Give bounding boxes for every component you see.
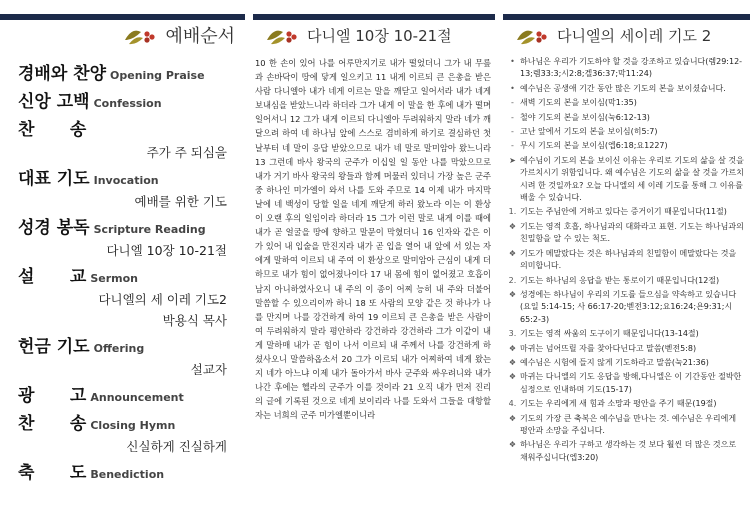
sermon-note-item — [505, 126, 744, 138]
sermon-note-marker: ❖ — [508, 289, 517, 299]
sermon-note-marker: ❖ — [508, 357, 517, 367]
worship-order-list — [0, 50, 245, 483]
sermon-note-marker: 4. — [508, 399, 517, 409]
sermon-note-item — [505, 155, 744, 205]
order-item-english: Sermon — [90, 272, 139, 285]
sermon-note-text: 마귀는 넘어뜨릴 자를 찾아다닌다고 말씀(벧전5:8) — [520, 343, 697, 353]
order-item — [18, 332, 245, 378]
sermon-note-text: 예수님이 기도의 본을 보이신 이유는 우리로 기도의 삶을 살 것을 가르치시기 위함입니다. 왜 예수님은 기도의 삶을 살 것을 가르치시려 한 것일까요? 오늘 다니엘의 세 이레 기도를 통해 그 이유를 배울 수 있습니다. — [520, 155, 744, 203]
order-item-detail: 다니엘의 세 이레 기도2 — [98, 292, 227, 307]
sermon-note-text: 예수님은 시험에 들지 않게 기도하라고 말씀(눅21:36) — [520, 357, 709, 367]
sermon-note-text: 고난 앞에서 기도의 본을 보이심(히5:7) — [520, 127, 658, 137]
sermon-header — [503, 20, 750, 50]
order-item — [18, 409, 245, 455]
sermon-note-marker: - — [511, 112, 514, 122]
sermon-note-text: 하나님은 우리가 구하고 생각하는 것 보다 훨씬 더 많은 것으로 채워주십니다(엡3:20) — [520, 440, 737, 462]
order-item — [18, 115, 245, 161]
order-item-detail: 다니엘 10장 10-21절 — [106, 243, 227, 258]
sermon-note-marker: • — [510, 57, 515, 66]
worship-order-header — [0, 20, 245, 50]
sermon-note-item — [505, 275, 744, 287]
sermon-note-item — [505, 56, 744, 81]
sermon-note-marker: ❖ — [508, 440, 517, 450]
sermon-note-item — [505, 248, 744, 273]
order-item-english: Confession — [93, 97, 162, 110]
sermon-note-marker: 2. — [508, 275, 517, 285]
sermon-note-text: 예수님은 공생애 기간 동안 많은 기도의 본을 보이셨습니다. — [520, 83, 726, 93]
sermon-notes-list — [505, 56, 744, 464]
order-item-korean: 대표 기도 — [18, 169, 90, 189]
sermon-note-item — [505, 357, 744, 369]
sermon-note-marker: 1. — [508, 207, 517, 217]
sermon-note-text: 기도는 하나님의 응답을 받는 통로이기 때문입니다(12절) — [520, 275, 720, 285]
sermon-note-text: 기도는 우리에게 새 힘과 소망과 평안을 주기 때문(19절) — [520, 399, 717, 409]
scripture-title: 다니엘 10장 10-21절 — [307, 26, 452, 45]
order-item-korean: 축 도 — [18, 463, 87, 483]
sermon-note-item — [505, 413, 744, 438]
sermon-title: 다니엘의 세이레 기도 2 — [557, 26, 712, 45]
sermon-note-text: 기도는 주님안에 거하고 있다는 증거이기 때문입니다(11절) — [520, 207, 727, 217]
leaf-berry-icon — [515, 24, 549, 46]
order-item-english: Announcement — [90, 391, 184, 404]
sermon-note-marker: ❖ — [508, 343, 517, 353]
preacher-name: 박용식 목사 — [162, 313, 227, 328]
order-item-english: Closing Hymn — [90, 419, 176, 432]
order-item-korean: 설 교 — [18, 267, 87, 287]
sermon-note-marker: - — [511, 141, 514, 151]
sermon-note-marker: ❖ — [508, 372, 517, 382]
order-item-korean: 찬 송 — [18, 120, 87, 140]
order-item-korean: 찬 송 — [18, 414, 87, 434]
leaf-berry-icon — [123, 24, 157, 46]
sermon-note-marker: • — [510, 83, 515, 93]
order-item-english: Offering — [93, 342, 145, 355]
order-item-korean: 성경 봉독 — [18, 218, 90, 238]
sermon-note-item — [505, 112, 744, 124]
order-item — [18, 458, 245, 483]
sermon-note-text: 무시 기도의 본을 보이심(엡6:18;요1227) — [520, 141, 668, 151]
sermon-note-item — [505, 221, 744, 246]
order-item — [18, 381, 245, 406]
order-item-english: Benediction — [90, 468, 165, 481]
order-item-english: Invocation — [93, 174, 159, 187]
sermon-note-item — [505, 97, 744, 109]
order-item-detail: 예배를 위한 기도 — [134, 194, 227, 209]
sermon-note-text: 하나님은 우리가 기도하야 할 것을 강조하고 있습니다(렘29:12-13;렘33:3;시2:8;겔36:37;막11:24) — [520, 57, 743, 79]
sermon-note-text: 기도는 영적 호흡, 하나님과의 대화라고 표현. 기도는 하나님과의 친밀함을 알 수 있는 척도. — [520, 221, 744, 244]
order-item-english: Opening Praise — [110, 69, 205, 82]
sermon-note-text: 기도는 영적 싸움의 도구이기 때문입니다(13-14절) — [520, 329, 699, 339]
order-item-english: Scripture Reading — [93, 223, 206, 236]
sermon-note-item — [505, 289, 744, 326]
worship-order-title: 예배순서 — [165, 26, 235, 47]
sermon-note-marker: - — [511, 98, 514, 108]
sermon-note-text: 철야 기도의 본을 보이심(눅6:12-13) — [520, 112, 650, 122]
sermon-note-marker: ❖ — [508, 248, 517, 258]
sermon-note-item — [505, 83, 744, 95]
scripture-text: 10 한 손이 있어 나를 어루만지기로 내가 떨었더니 그가 내 무릎과 손바닥이 땅에 닿게 일으키고 11 내게 이르되 큰 은총을 받은 사람 다니엘아 내가 네게 이르는 말을 깨닫고 일어서라 내가 네게 보내심을 받았느니라 하더라 그가 내게 이 말을 한 후에 내가 떨며 일어서니 12 그가 내게 이르되 다니엘아 두려워하지 말라 네가 깨달으려 하여 네 하나님 앞에 스스로 겸비하게 하기로 결심하던 첫날부터 네 말이 응답 받았으므로 내가 네 말로 말미암아 왔느니라 13 그런데 바사 왕국의 군주가 이십일 일 동안 나를 막았으므로 내가 거기 바사 왕국의 왕들과 함께 머물러 있더니 가장 높은 군주 중 하나인 미가엘이 와서 나를 도와 주므로 14 이제 내가 마지막 날에 네 백성이 당할 일을 네게 깨닫게 하러 왔노라 이는 이 환상이 오랜 후의 일임이라 하더라 15 그가 이런 말로 내게 이를 때에 내가 곧 얼굴을 땅에 향하고 말문이 막혔더니 16 인자와 같은 이가 있어 내 입술을 만진지라 내가 곧 입을 열어 내 앞에 서 있는 자에게 말하여 이르되 내 주여 이 환상으로 말미암아 근심이 내게 더하므로 내가 힘이 없어졌나이다 17 내 몸에 힘이 없어졌고 호흡이 남지 아니하였사오니 내 주의 이 종이 어찌 능히 내 주와 더불어 말씀할 수 있으리이까 하니 18 또 사람의 모양 같은 것 하나가 나를 만지며 나를 강건하게 하여 19 이르되 큰 은총을 받은 사람이여 두려워하지 말라 평안하라 강건하라 강건하라 그가 이같이 내게 말하매 내가 곧 힘이 나서 이르되 내 주께서 나를 강건하게 하셨사오니 말씀하옵소서 20 그가 이르되 내가 어찌하여 네게 왔는지 네가 아느냐 이제 내가 돌아가서 바사 군주와 싸우려니와 내가 나간 후에는 헬라의 군주가 이를 것이라 21 오직 내가 먼저 진리의 글에 기록된 것으로 네게 보이리라 나를 도와서 그들을 대항할 자는 너희의 군주 미가엘뿐이니라 — [255, 58, 491, 421]
scripture-header — [253, 20, 495, 50]
sermon-note-text: 기도가 메말랐다는 것은 하나님과의 친밀함이 메말랐다는 것을 의미합니다. — [520, 248, 737, 271]
sermon-note-item — [505, 328, 744, 340]
order-item-korean: 신앙 고백 — [18, 92, 90, 112]
order-item — [18, 213, 245, 259]
order-item-korean: 헌금 기도 — [18, 337, 90, 357]
order-item — [18, 164, 245, 210]
sermon-note-marker: ❖ — [508, 413, 517, 423]
order-item-korean: 광 고 — [18, 386, 87, 406]
sermon-note-text: 새벽 기도의 본을 보이심(막1:35) — [520, 98, 637, 108]
sermon-note-item — [505, 343, 744, 355]
sermon-note-text: 마귀는 다니엘의 기도 응답을 방해,다니엘은 이 기간동안 절박한 심정으로 인내하며 기도(15-17) — [520, 372, 742, 394]
order-item — [18, 262, 245, 329]
sermon-note-item — [505, 206, 744, 218]
sermon-note-item — [505, 398, 744, 410]
sermon-note-text: 기도의 가장 큰 축복은 예수님을 만나는 것. 예수님은 우리에게 평안과 소망을 주십니다. — [520, 413, 737, 435]
sermon-notes-column — [503, 0, 750, 530]
sermon-note-marker: ❖ — [508, 221, 517, 231]
scripture-column — [253, 0, 495, 530]
order-item-korean: 경배와 찬양 — [18, 64, 107, 84]
sermon-note-item — [505, 371, 744, 396]
sermon-note-marker: 3. — [508, 329, 517, 339]
sermon-note-item — [505, 140, 744, 152]
sermon-note-item — [505, 439, 744, 464]
order-item — [18, 59, 245, 84]
order-item-detail: 신실하게 진실하게 — [126, 439, 227, 454]
sermon-note-text: 성경에는 하나님이 우리의 기도를 들으심을 약속하고 있습니다(요일 5:14-15; 사 66:17-20;벧전3:12;요16:24;욘9:31;시65:2-3) — [520, 289, 737, 324]
order-item-detail: 주가 주 되심을 — [146, 145, 227, 160]
sermon-note-marker: ➤ — [509, 155, 516, 165]
sermon-note-marker: - — [511, 127, 514, 137]
leaf-berry-icon — [265, 24, 299, 46]
order-item-detail: 설교자 — [190, 362, 227, 377]
worship-order-column — [0, 0, 245, 530]
order-item — [18, 87, 245, 112]
